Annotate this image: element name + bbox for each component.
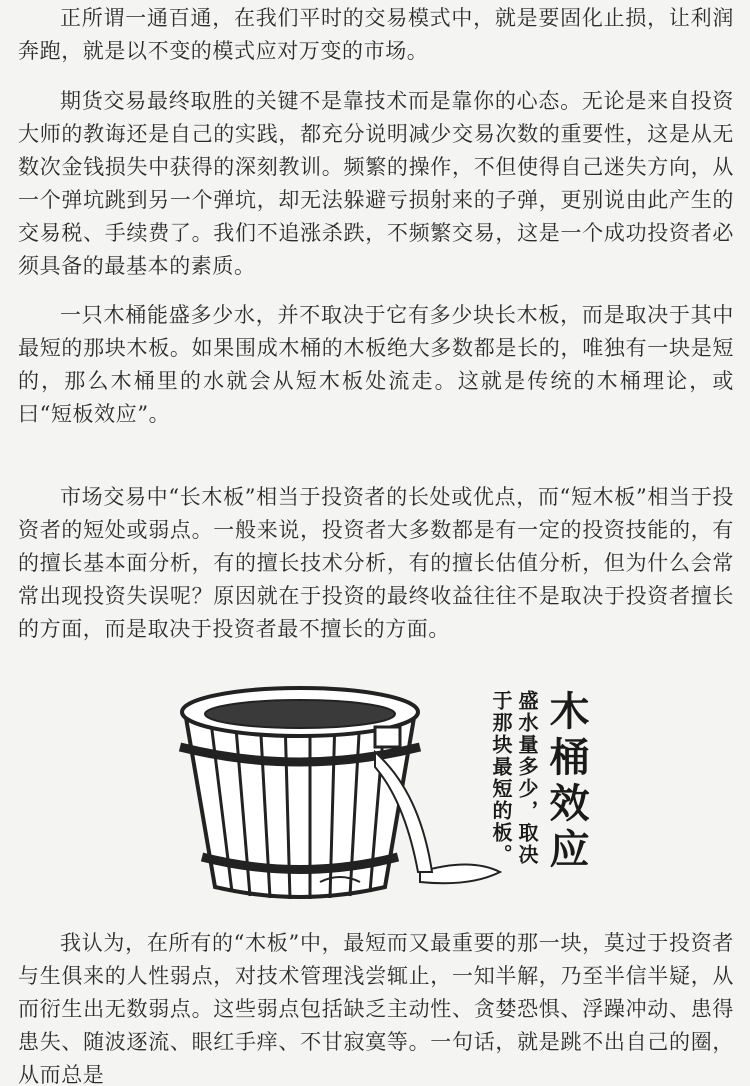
paragraph-1: 正所谓一通百通，在我们平时的交易模式中，就是要固化止损，让利润奔跑，就是以不变的模式应对万变的市场。 [18,6,734,63]
paragraph-4: 市场交易中“长木板”相当于投资者的长处或优点，而“短木板”相当于投资者的短处或弱点。一般来说，投资者大多数都是有一定的投资技能的，有的擅长基本面分析，有的擅长技术分析，有的擅长估值分析，但为什么会常常出现投资失误呢？原因就在于投资的最终收益往往不是取决于投资者擅长的方面，而是取决于投资者最不擅长的方面。 [18,485,734,641]
figure-caption: 盛水量多少，取决于那块最短的板。 [489,690,539,866]
paragraph-5: 我认为，在所有的“木板”中，最短而又最重要的那一块，莫过于投资者与生俱来的人性弱点，对技术管理浅尝辄止，一知半解，乃至半信半疑，从而衍生出无数弱点。这些弱点包括缺乏主动性、贪婪恐惧、浮躁冲动、患得患失、随波逐流、眼红手痒、不甘寂寞等。一句话，就是跳不出自己的圈，从而总是 [18,931,734,1086]
figure-title: 木桶效应 [543,690,590,874]
paragraph-3: 一只木桶能盛多少水，并不取决于它有多少块长木板，而是取决于其中最短的那块木板。如果围成木桶的木板绝大多数都是长的，唯独有一块是短的，那么木桶里的水就会从短木板处流走。这就是传统的木桶理论，或曰“短板效应”。 [18,303,734,426]
paragraph-2: 期货交易最终取胜的关键不是靠技术而是靠你的心态。无论是来自投资大师的教诲还是自己的实践，都充分说明减少交易次数的重要性，这是从无数次金钱损失中获得的深刻教训。频繁的操作，不但使得自己迷失方向，从一个弹坑跳到另一个弹坑，却无法躲避亏损射来的子弹，更别说由此产生的交易税、手续费了。我们不追涨杀跌，不频繁交易，这是一个成功投资者必须具备的最基本的素质。 [18,89,734,278]
